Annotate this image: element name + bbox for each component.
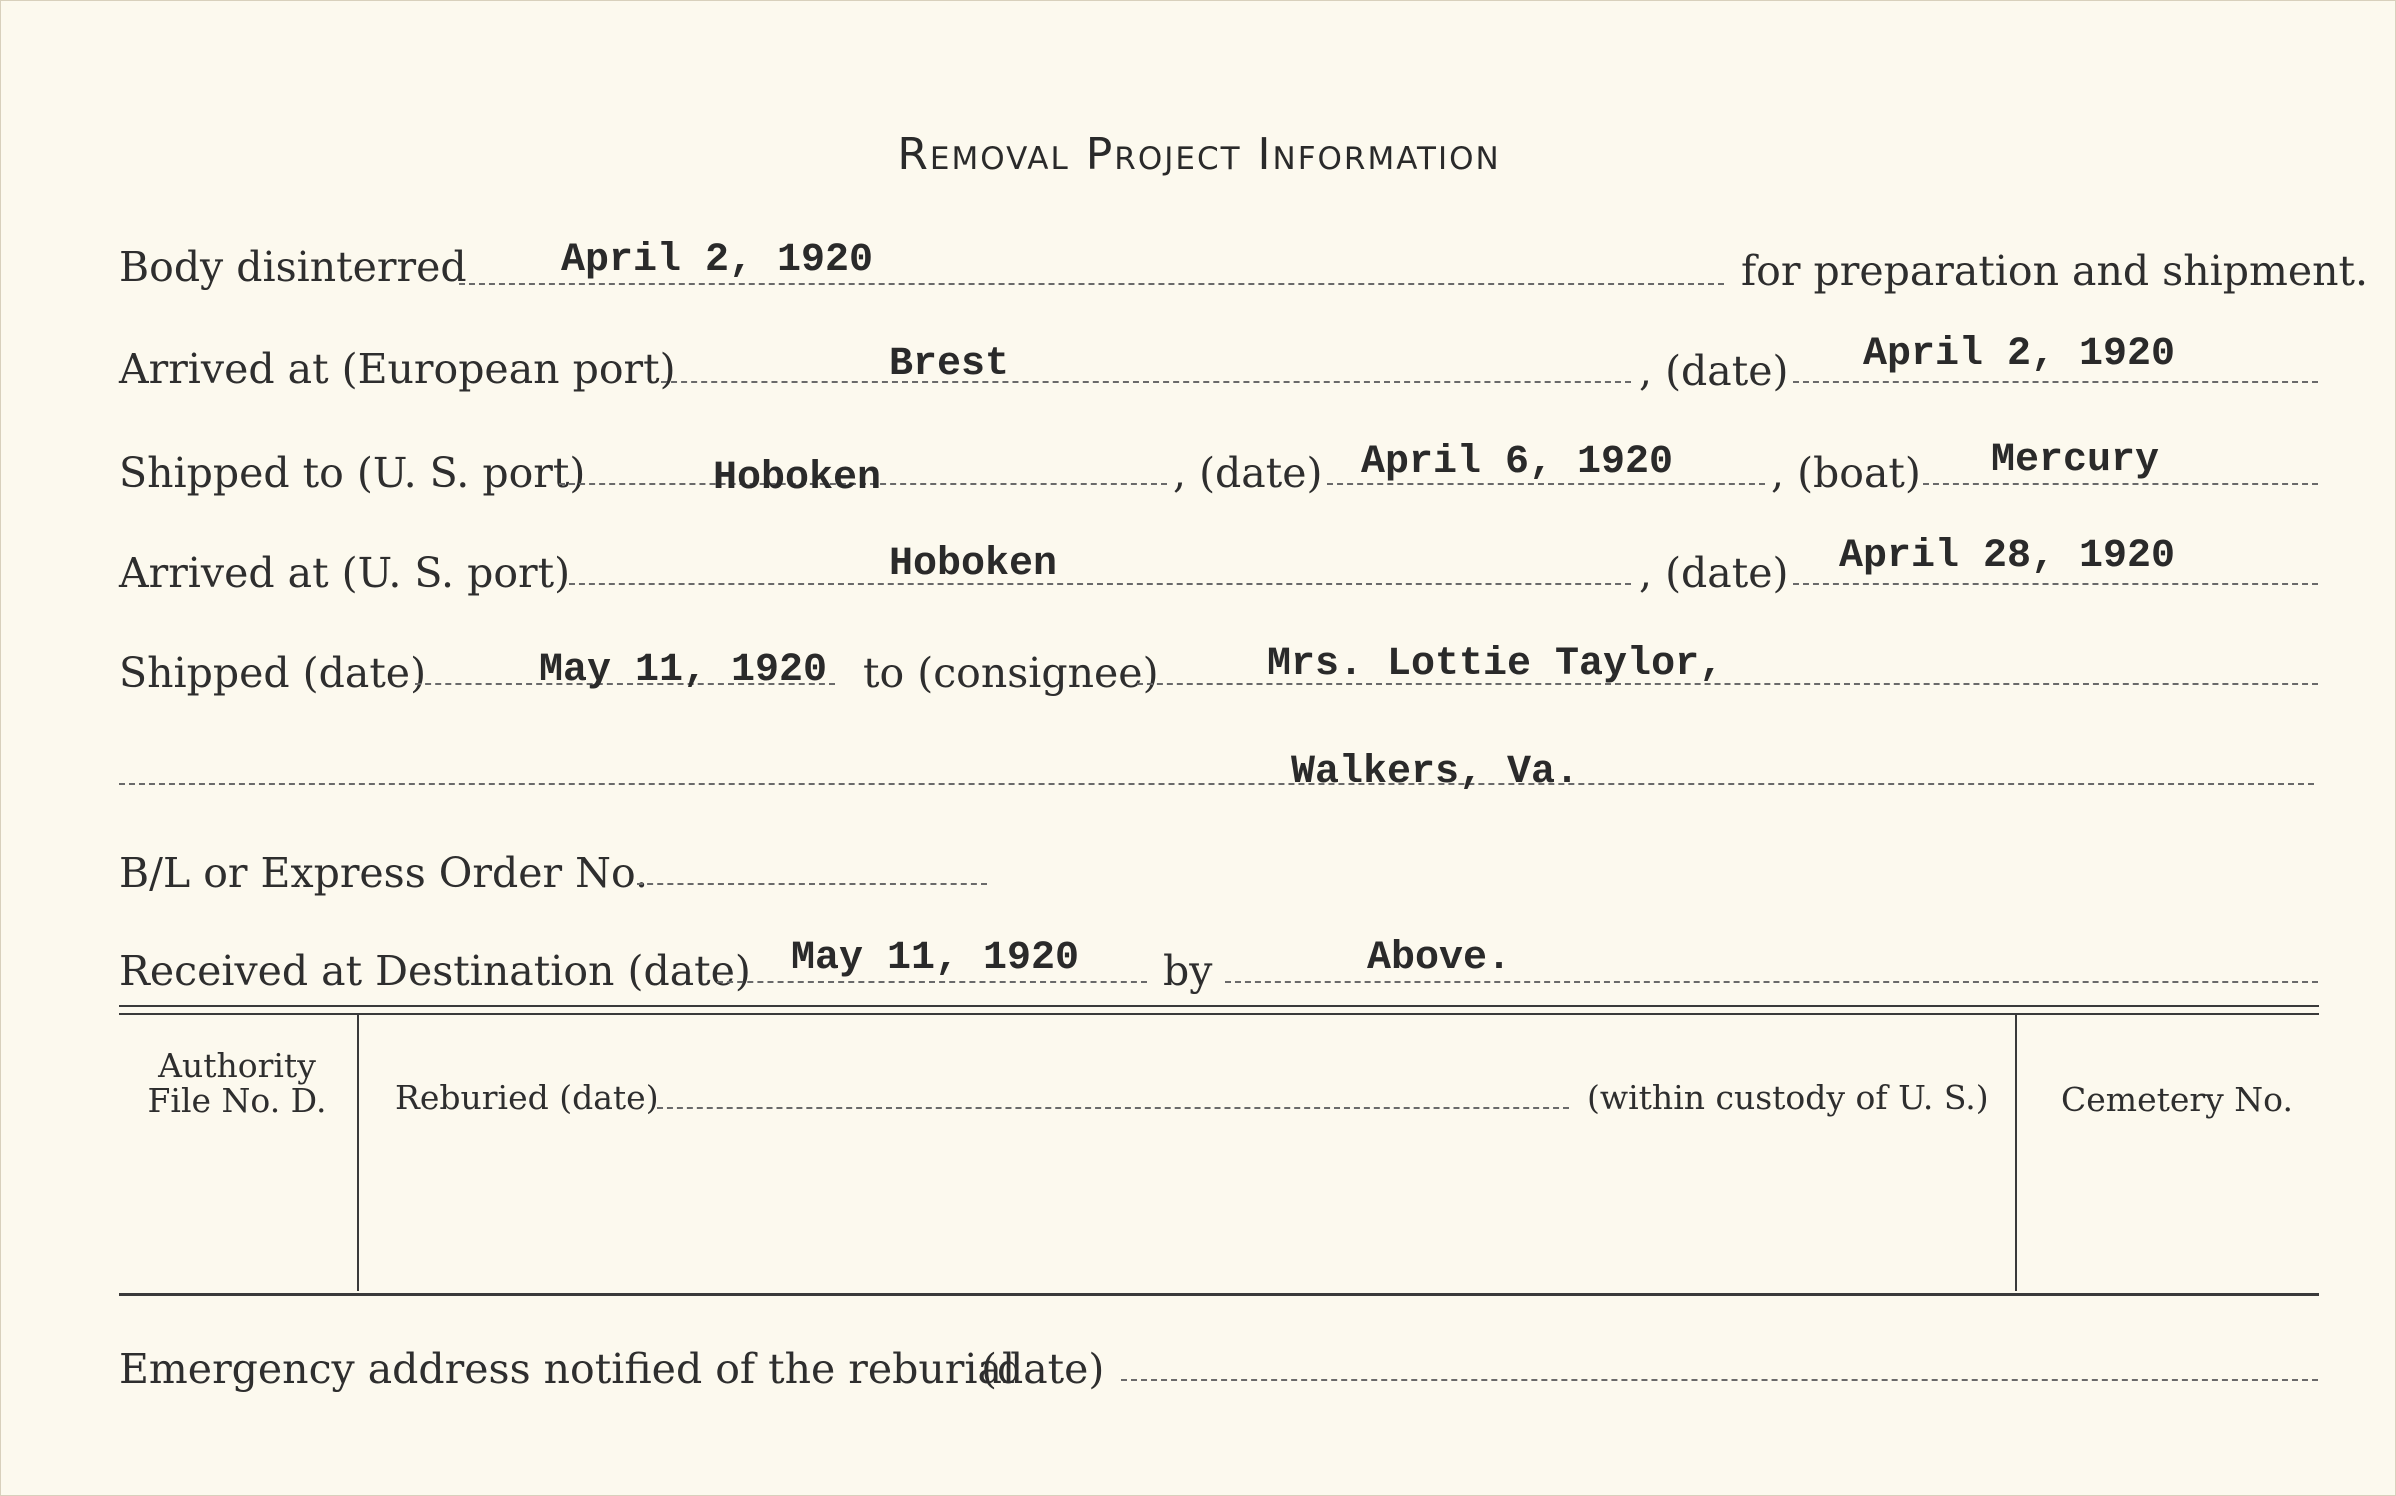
reburied-line: [657, 1107, 1569, 1109]
shipped-us-port-value: Hoboken: [713, 456, 882, 501]
arrived-us-date-line: [1793, 583, 2318, 585]
emergency-date-label: (date): [981, 1345, 1105, 1393]
consignee-address-line: [119, 783, 2314, 785]
bl-line: [637, 883, 987, 885]
received-label: Received at Destination (date): [119, 947, 751, 995]
authority-line-2: File No. D.: [147, 1080, 327, 1120]
received-date-line: [717, 981, 1147, 983]
boat-label: , (boat): [1771, 449, 1921, 497]
disinterred-suffix: for preparation and shipment.: [1741, 247, 2369, 295]
shipped-us-date-label: , (date): [1173, 449, 1323, 497]
european-date-value: April 2, 1920: [1863, 332, 2176, 377]
arrived-us-port-line: [569, 583, 1631, 585]
boat-value: Mercury: [1991, 438, 2160, 483]
emergency-label: Emergency address notified of the reburial: [119, 1345, 1016, 1393]
box-divider-left: [357, 1015, 359, 1291]
cemetery-label: Cemetery No.: [2061, 1080, 2293, 1119]
disinterred-line: [459, 283, 1724, 285]
box-divider-right: [2015, 1015, 2017, 1291]
shipped-us-label: Shipped to (U. S. port): [119, 449, 586, 497]
consignee-address-value: Walkers, Va.: [1291, 750, 1580, 795]
reburied-label: Reburied (date): [395, 1078, 659, 1117]
box-top-rule-1: [119, 1005, 2319, 1007]
arrived-us-port-value: Hoboken: [889, 542, 1058, 587]
received-date-value: May 11, 1920: [791, 936, 1080, 981]
shipped-us-date-value: April 6, 1920: [1361, 440, 1674, 485]
authority-line-1: Authority: [158, 1046, 316, 1085]
authority-label: [131, 1046, 343, 1120]
disinterred-label: Body disinterred: [119, 243, 467, 291]
received-by-line: [1225, 981, 2318, 983]
european-port-label: Arrived at (European port): [119, 345, 676, 393]
emergency-date-line: [1121, 1379, 2318, 1381]
arrived-us-date-label: , (date): [1639, 549, 1789, 597]
arrived-us-label: Arrived at (U. S. port): [119, 549, 571, 597]
disinterred-date: April 2, 1920: [561, 238, 874, 283]
shipped-date-label: Shipped (date): [119, 649, 427, 697]
european-port-line: [661, 381, 1631, 383]
consignee-value: Mrs. Lottie Taylor,: [1267, 642, 1724, 687]
european-port-value: Brest: [889, 342, 1010, 387]
european-date-label: , (date): [1639, 347, 1789, 395]
arrived-us-date-value: April 28, 1920: [1839, 534, 2176, 579]
boat-line: [1923, 483, 2318, 485]
european-date-line: [1793, 381, 2318, 383]
custody-label: (within custody of U. S.): [1587, 1078, 1989, 1117]
consignee-label: to (consignee): [863, 649, 1159, 697]
box-top-rule-2: [119, 1013, 2319, 1015]
box-bottom-rule: [119, 1293, 2319, 1296]
bl-label: B/L or Express Order No.: [119, 849, 649, 897]
received-by-value: Above.: [1367, 936, 1512, 981]
shipped-date-value: May 11, 1920: [539, 648, 828, 693]
received-by-label: by: [1163, 947, 1213, 995]
page-title: Removal Project Information: [897, 129, 1501, 180]
